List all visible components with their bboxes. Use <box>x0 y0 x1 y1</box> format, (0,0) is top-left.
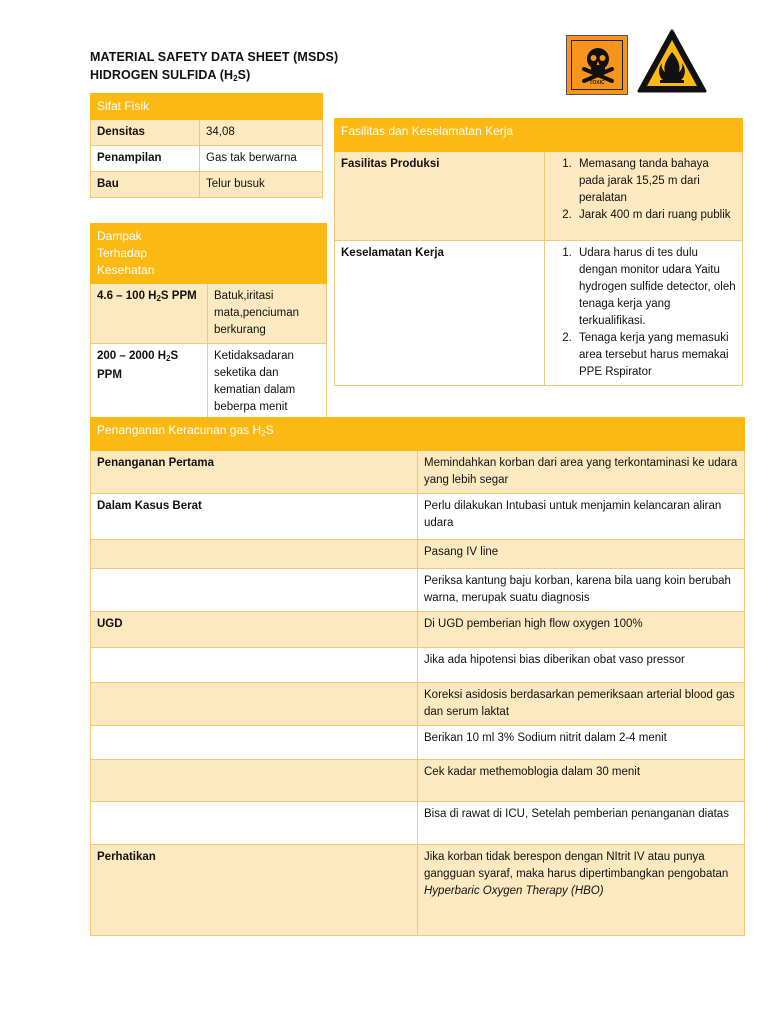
list-item: 1. Udara harus di tes dulu dengan monitor udara Yaitu hydrogen sulfide detector, oleh tenaga kerja yang terkualifikasi. <box>575 245 736 330</box>
property-label: Penampilan <box>91 146 200 172</box>
treatment-label: Penanganan Pertama <box>91 451 418 494</box>
effect-value: Ketidaksadaran seketika dan kematian dalam beberpa menit <box>208 344 327 421</box>
list-item: 1. Memasang tanda bahaya pada jarak 15,25 m dari peralatan <box>575 156 736 207</box>
dampak-header: Dampak Terhadap Kesehatan <box>91 224 327 284</box>
table-row <box>91 120 323 146</box>
sifat-fisik-table <box>90 93 323 198</box>
treatment-value: Di UGD pemberian high flow oxygen 100% <box>418 612 745 648</box>
keselamatan-label: Keselamatan Kerja <box>335 241 545 386</box>
table-row <box>91 494 745 540</box>
fasilitas-list <box>545 152 743 241</box>
treatment-value: Jika ada hipotensi bias diberikan obat vaso pressor <box>418 648 745 683</box>
document-subtitle: HIDROGEN SULFIDA $(H_2S)$ <box>90 68 251 83</box>
dampak-kesehatan-table <box>90 223 327 421</box>
treatment-value: Perlu dilakukan Intubasi untuk menjamin kelancaran aliran udara <box>418 494 745 540</box>
penanganan-header: Penanganan Keracunan gas $H_2S$ <box>91 418 745 451</box>
treatment-value: Periksa kantung baju korban, karena bila uang koin berubah warna, merupak suatu diagnosis <box>418 569 745 612</box>
treatment-label: Perhatikan <box>91 845 418 936</box>
table-row <box>91 146 323 172</box>
property-value: Gas tak berwarna <box>200 146 323 172</box>
treatment-value: Pasang IV line <box>418 540 745 569</box>
table-row <box>91 726 745 760</box>
treatment-label <box>91 648 418 683</box>
table-row <box>91 451 745 494</box>
table-row <box>91 845 745 936</box>
treatment-label <box>91 802 418 845</box>
table-row <box>91 802 745 845</box>
table-row <box>91 344 327 421</box>
treatment-value: Jika korban tidak berespon dengan NItrit IV atau punya gangguan syaraf, maka harus dipertimbangkan pengobatan Hyperbaric Oxygen Therapy (HBO) <box>418 845 745 936</box>
fasilitas-header: Fasilitas dan Keselamatan Kerja <box>335 119 743 152</box>
treatment-label <box>91 569 418 612</box>
treatment-label: Dalam Kasus Berat <box>91 494 418 540</box>
document-title: MATERIAL SAFETY DATA SHEET (MSDS) <box>90 50 339 64</box>
treatment-value: Bisa di rawat di ICU, Setelah pemberian penanganan diatas <box>418 802 745 845</box>
treatment-value: Koreksi asidosis berdasarkan pemeriksaan arterial blood gas dan serum laktat <box>418 683 745 726</box>
property-value: 34,08 <box>200 120 323 146</box>
property-label: Bau <box>91 172 200 198</box>
table-row <box>91 760 745 802</box>
property-value: Telur busuk <box>200 172 323 198</box>
treatment-label <box>91 726 418 760</box>
concentration-label: 200 – 2000 $H_2S$ PPM <box>91 344 208 421</box>
sifat-fisik-header: Sifat Fisik <box>91 94 323 120</box>
table-row <box>91 648 745 683</box>
treatment-label: UGD <box>91 612 418 648</box>
concentration-label: 4.6 – 100 $H_2S$ PPM <box>91 284 208 344</box>
keselamatan-list <box>545 241 743 386</box>
list-item: 2. Tenaga kerja yang memasuki area tersebut harus memakai PPE Rspirator <box>575 330 736 381</box>
effect-value: Batuk,iritasi mata,penciuman berkurang <box>208 284 327 344</box>
treatment-value: Memindahkan korban dari area yang terkontaminasi ke udara yang lebih segar <box>418 451 745 494</box>
flammable-hazard-icon <box>636 28 708 94</box>
table-row <box>335 241 743 386</box>
table-row <box>91 569 745 612</box>
table-row <box>91 612 745 648</box>
table-row <box>91 540 745 569</box>
treatment-label <box>91 540 418 569</box>
treatment-value: Cek kadar methemoblogia dalam 30 menit <box>418 760 745 802</box>
penanganan-table <box>90 417 745 936</box>
table-row <box>335 152 743 241</box>
table-row <box>91 284 327 344</box>
fasilitas-table <box>334 118 743 386</box>
list-item: 2. Jarak 400 m dari ruang publik <box>575 207 736 224</box>
table-row <box>91 172 323 198</box>
fasilitas-label: Fasilitas Produksi <box>335 152 545 241</box>
toxic-hazard-icon: TOXIC <box>566 35 628 95</box>
property-label: Densitas <box>91 120 200 146</box>
treatment-label <box>91 760 418 802</box>
table-row <box>91 683 745 726</box>
treatment-label <box>91 683 418 726</box>
treatment-value: Berikan 10 ml 3% Sodium nitrit dalam 2-4 menit <box>418 726 745 760</box>
